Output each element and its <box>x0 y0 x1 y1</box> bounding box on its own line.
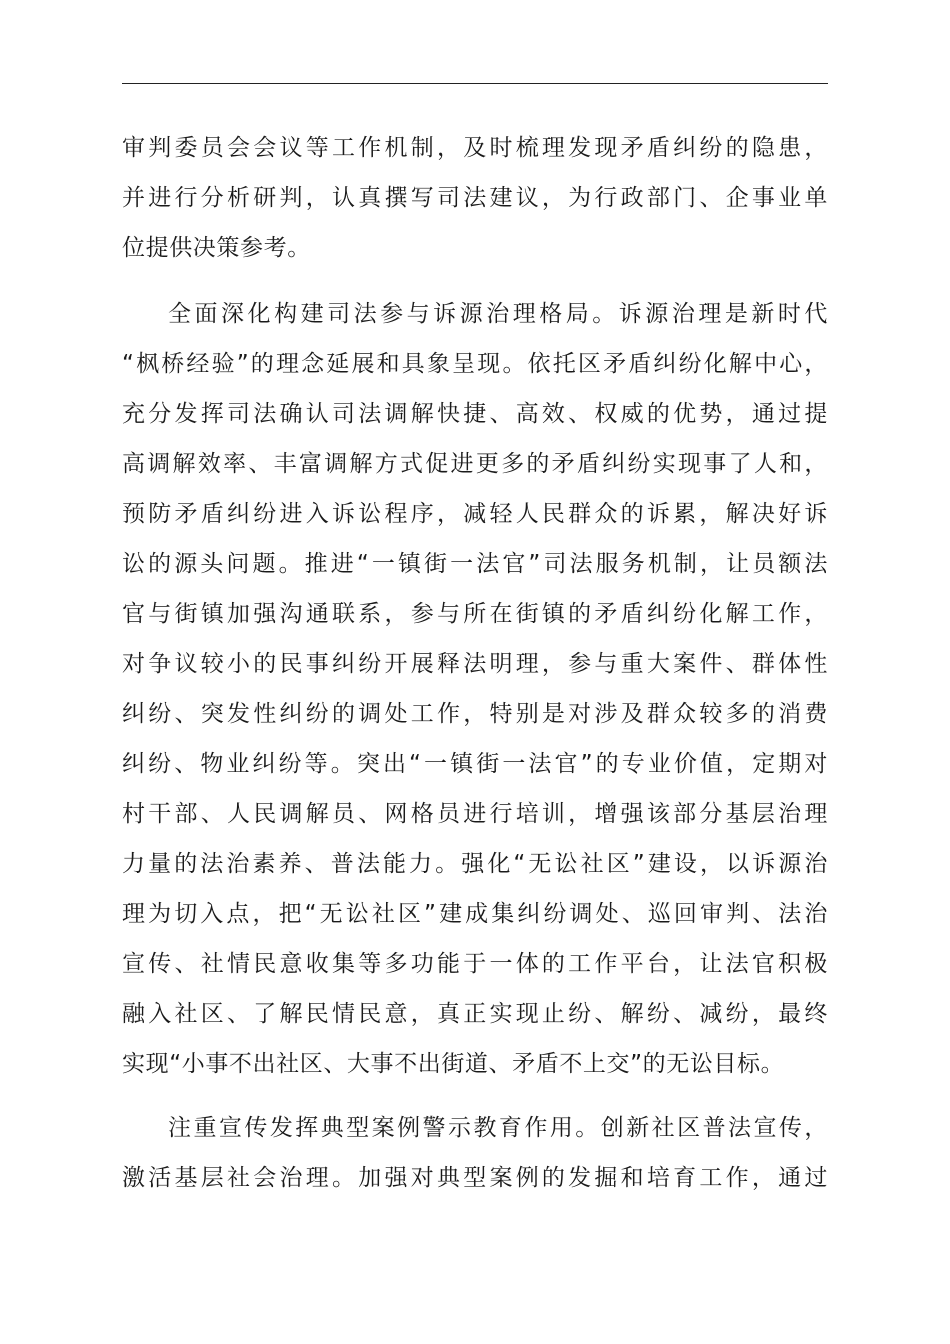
paragraph-1 <box>122 123 828 273</box>
text-line: 并进行分析研判，认真撰写司法建议，为行政部门、企事业单 <box>122 185 828 211</box>
text-line: 村干部、人民调解员、网格员进行培训，增强该部分基层治理 <box>122 801 828 827</box>
text-line: 高调解效率、丰富调解方式促进更多的矛盾纠纷实现事了人和， <box>122 451 828 477</box>
text-line: 审判委员会会议等工作机制，及时梳理发现矛盾纠纷的隐患， <box>122 135 828 161</box>
text-line: 对争议较小的民事纠纷开展释法明理，参与重大案件、群体性 <box>122 651 828 677</box>
text-line: 讼的源头问题。推进“一镇街一法官”司法服务机制，让员额法 <box>122 551 828 577</box>
text-line: 激活基层社会治理。加强对典型案例的发掘和培育工作，通过 <box>122 1165 828 1191</box>
text-line: 注重宣传发挥典型案例警示教育作用。创新社区普法宣传， <box>168 1115 828 1141</box>
text-line: 力量的法治素养、普法能力。强化“无讼社区”建设，以诉源治 <box>122 851 828 877</box>
text-line: 融入社区、了解民情民意，真正实现止纷、解纷、减纷，最终 <box>122 1001 828 1027</box>
text-line: “枫桥经验”的理念延展和具象呈现。依托区矛盾纠纷化解中心， <box>122 351 828 377</box>
text-line: 官与街镇加强沟通联系，参与所在街镇的矛盾纠纷化解工作， <box>122 601 828 627</box>
text-line: 纠纷、突发性纠纷的调处工作，特别是对涉及群众较多的消费 <box>122 701 828 727</box>
text-line: 位提供决策参考。 <box>122 235 311 261</box>
text-line: 全面深化构建司法参与诉源治理格局。诉源治理是新时代 <box>168 301 828 327</box>
text-line: 纠纷、物业纠纷等。突出“一镇街一法官”的专业价值，定期对 <box>122 751 828 777</box>
text-line: 预防矛盾纠纷进入诉讼程序，减轻人民群众的诉累，解决好诉 <box>122 501 828 527</box>
header-rule <box>122 83 828 84</box>
paragraph-2 <box>122 289 828 1089</box>
text-line: 宣传、社情民意收集等多功能于一体的工作平台，让法官积极 <box>122 951 828 977</box>
paragraph-3 <box>122 1103 828 1203</box>
text-line: 实现“小事不出社区、大事不出街道、矛盾不上交”的无讼目标。 <box>122 1051 785 1077</box>
text-line: 充分发挥司法确认司法调解快捷、高效、权威的优势，通过提 <box>122 401 828 427</box>
text-line: 理为切入点，把“无讼社区”建成集纠纷调处、巡回审判、法治 <box>122 901 828 927</box>
